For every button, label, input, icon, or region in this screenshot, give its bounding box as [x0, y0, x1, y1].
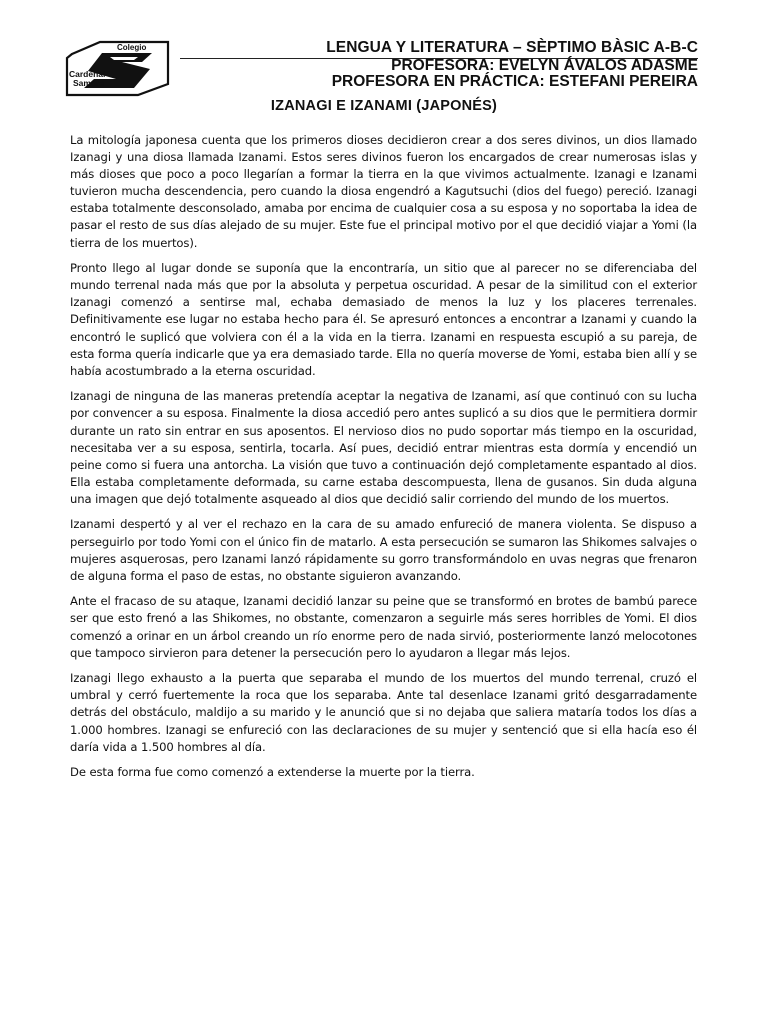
logo-text-samore: Samore [73, 78, 105, 88]
paragraph: Izanagi llego exhausto a la puerta que separaba el mundo de los muertos del mundo terrenal, cruzó el umbral y cerró fuertemente la roca que los separaba. Ante tal desenlace Izanami gritó desgarradamente detrás del obstáculo, maldijo a su marido y le anunció que si no dejaba que saliera mataría todos los días a 1.000 hombres. Izanagi se enfureció con las declaraciones de su mujer y sentenció que si ella hacía eso él daría vida a 1.500 hombres al día. [70, 671, 697, 754]
document-title: IZANAGI E IZANAMI (JAPONÉS) [270, 98, 498, 114]
header-divider [180, 58, 698, 59]
paragraph: Izanami despertó y al ver el rechazo en la cara de su amado enfureció de manera violenta. Se dispuso a perseguirlo por todo Yomi con el único fin de matarlo. A esta persecución se sumaron las Shikomes salvajes o mujeres asquerosas, pero Izanami lanzó rápidamente su gorro transformándolo en uvas negras que frenaron de alguna forma el paso de estas, no obstante siguieron avanzando. [70, 517, 697, 583]
document-header [180, 38, 698, 90]
paragraph: Pronto llego al lugar donde se suponía que la encontraría, un sitio que al parecer no se diferenciaba del mundo terrenal nada más que por la absoluta y perpetua oscuridad. A pesar de la similitud con el exterior Izanagi comenzó a sentirse mal, echaba demasiado de menos la luz y los placeres terrenales. Definitivamente ese lugar no estaba hecho para él. Se apresuró entonces a encontrar a Izanami y cuando la encontró le suplicó que volviera con él a la vida en la tierra. Izanami en respuesta escupió a su pareja, de esta forma quería indicarle que ya era demasiado tarde. Ella no quería moverse de Yomi, estaba bien allí y se había acostumbrado a la eterna oscuridad. [70, 261, 697, 378]
school-logo-icon [64, 40, 170, 97]
school-logo [64, 40, 170, 97]
logo-text-cardenal: Cardenal [69, 69, 106, 79]
paragraph: De esta forma fue como comenzó a extenderse la muerte por la tierra. [70, 765, 475, 780]
header-trainee-teacher-line: PROFESORA EN PRÁCTICA: ESTEFANI PEREIRA [331, 73, 698, 90]
paragraph: Ante el fracaso de su ataque, Izanami decidió lanzar su peine que se transformó en brotes de bambú parece ser que esto frenó a las Shikomes, no obstante, comenzaron a seguirle más seres horribles de Yomi. El dios comenzó a orinar en un árbol creando un río enorme pero de nada sirvió, posteriormente lanzó melocotones que tampoco sirvieron para detener la persecución pero lo ayudaron a llegar más lejos. [70, 594, 697, 660]
logo-text-colegio: Colegio [117, 43, 147, 52]
header-course-line: LENGUA Y LITERATURA – SÈPTIMO BÀSIC A-B-C [326, 39, 698, 56]
document-body [70, 132, 697, 790]
paragraph: Izanagi de ninguna de las maneras pretendía aceptar la negativa de Izanami, así que continuó con su lucha por convencer a su esposa. Finalmente la diosa accedió pero antes suplicó a su dios que le permitiera dormir durante un rato sin entrar en sus aposentos. El nervioso dios no pudo soportar más tiempo en la oscuridad, necesitaba ver a su esposa, sentirla, tocarla. Así pues, decidió entrar mientras esta dormía y encendió un peine como si fuera una antorcha. La visión que tuvo a continuación dejó completamente espantado al dios. Ella estaba completamente deformada, su carne estaba descompuesta, llena de gusanos. Sin duda alguna una imagen que dejó totalmente asqueado al dios que decidió salir corriendo del mundo de los muertos. [70, 389, 697, 506]
header-teacher-line: PROFESORA: EVELYN ÁVALOS ADASME [391, 57, 698, 74]
paragraph: La mitología japonesa cuenta que los primeros dioses decidieron crear a dos seres divinos, un dios llamado Izanagi y una diosa llamada Izanami. Estos seres divinos fueron los encargados de crear numerosas islas y más dioses que poco a poco llegarían a formar la tierra en la que vivimos actualmente. Izanagi e Izanami tuvieron mucha descendencia, pero cuando la diosa engendró a Kagutsuchi (dios del fuego) pereció. Izanagi estaba totalmente desconsolado, amaba por encima de cualquier cosa a su esposa y no soportaba la idea de pasar el resto de sus días alejado de su mujer. Este fue el principal motivo por el que decidió viajar a Yomi (la tierra de los muertos). [70, 133, 697, 250]
